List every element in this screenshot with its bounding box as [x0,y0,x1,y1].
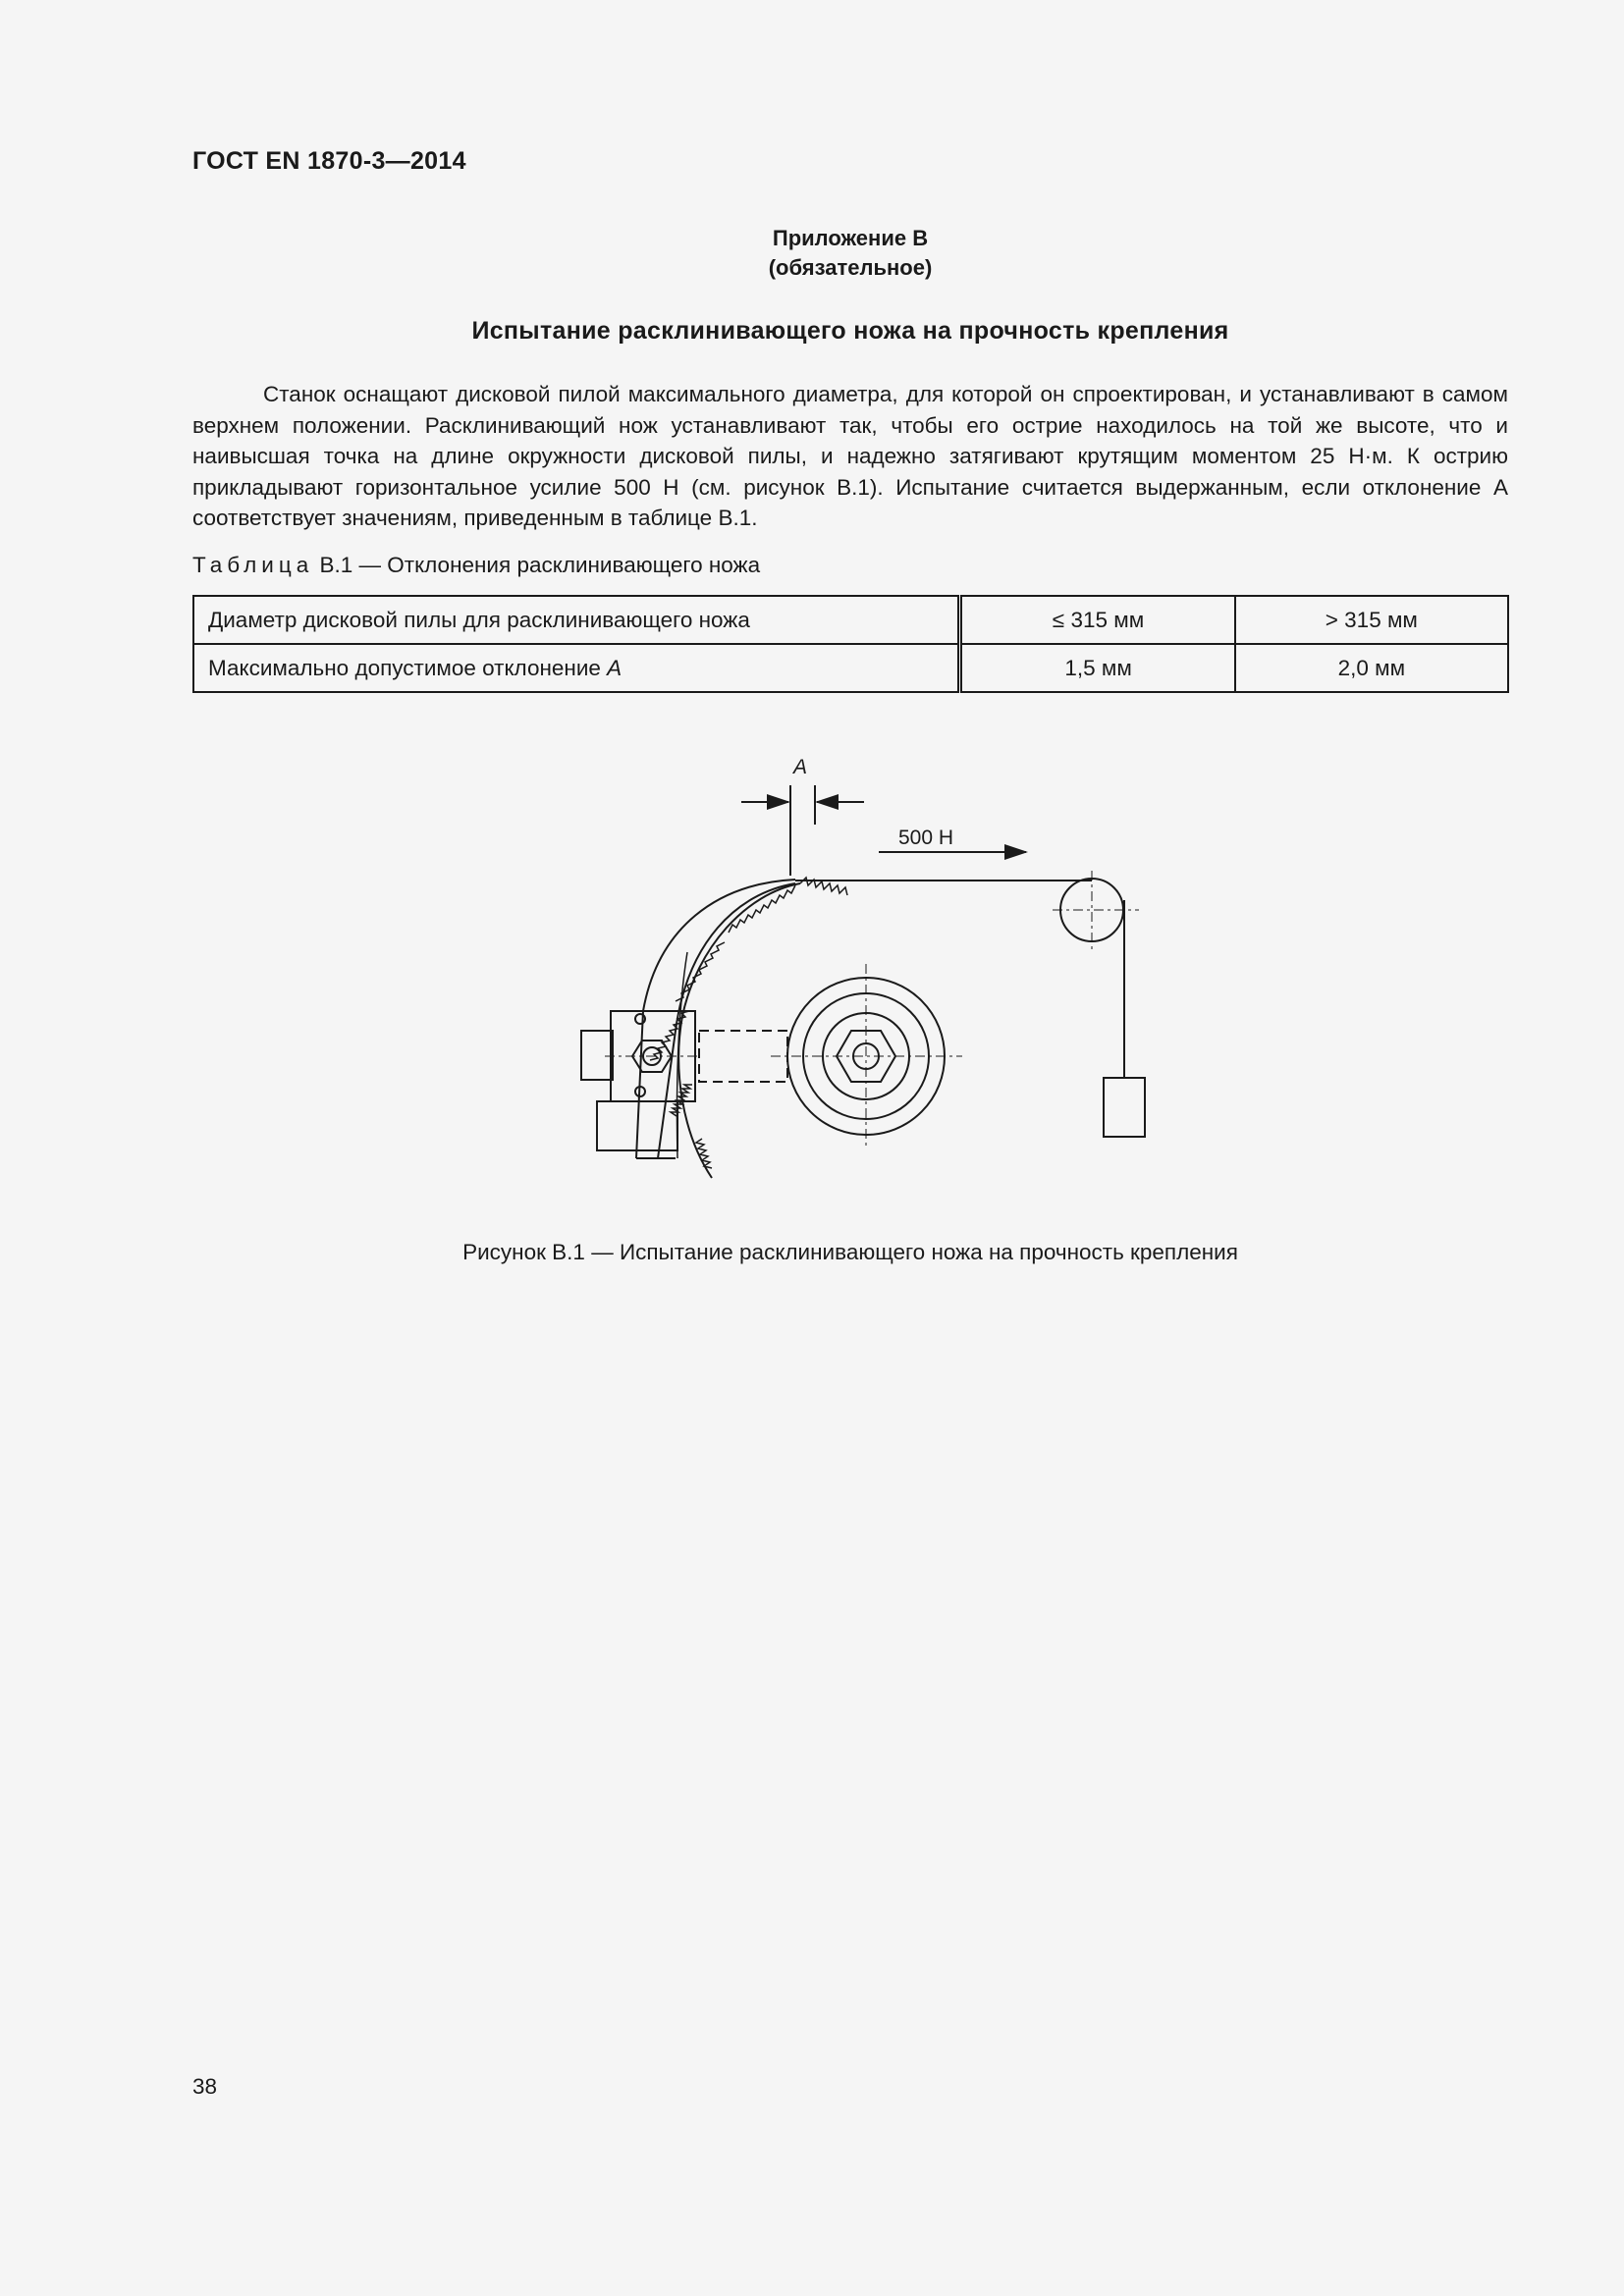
figure-drawing [550,746,1159,1198]
figure-caption: Рисунок В.1 — Испытание расклинивающего ножа на прочность крепления [462,1240,1238,1264]
section-title: Испытание расклинивающего ножа на прочность крепления [471,317,1229,345]
page-number: 38 [192,2074,218,2099]
table-cell-label [193,644,960,692]
label-deflection: А [793,756,808,778]
table-caption-text: В.1 — Отклонения расклинивающего ножа [319,553,761,577]
deflection-table [192,595,1509,693]
body-paragraph: Станок оснащают дисковой пилой максимального диаметра, для которой он спроектирован, и устанавливают в самом верхнем положении. Расклинивающий нож устанавливают так, чтобы его острие находилось на той же высоте, что и наивысшая точка на длине окружности дисковой пилы, и надежно затягивают крутящим моментом 25 Н·м. К острию прикладывают горизонтальное усилие 500 Н (см. рисунок В.1). Испытание считается выдержанным, если отклонение А соответствует значениям, приведенным в таблице В.1. [192,382,1508,530]
page-header-standard-id: ГОСТ EN 1870-3—2014 [192,147,466,175]
bracket [581,1031,613,1080]
label-force: 500 Н [898,827,954,849]
table-caption-prefix: Таблица [192,553,314,577]
table-cell-value: > 315 мм [1235,596,1508,644]
saw-teeth [650,878,847,1168]
table-cell-value: 1,5 мм [960,644,1235,692]
riving-knife [636,880,795,1158]
appendix-title: Приложение В [772,226,929,250]
table-row [193,596,1508,644]
appendix-status: (обязательное) [768,255,933,280]
pulley [1060,879,1123,941]
table-cell-value: ≤ 315 мм [960,596,1235,644]
table-caption [192,553,760,578]
table-cell-label: Диаметр дисковой пилы для расклинивающего ножа [193,596,960,644]
appendix-heading [0,224,1624,283]
table-cell-label-text: Максимально допустимое отклонение [208,655,608,680]
table-cell-value: 2,0 мм [1235,644,1508,692]
deflection-symbol: А [607,655,623,680]
weight [1104,1078,1145,1137]
table-row [193,644,1508,692]
figure-riving-knife-test [550,746,1159,1198]
